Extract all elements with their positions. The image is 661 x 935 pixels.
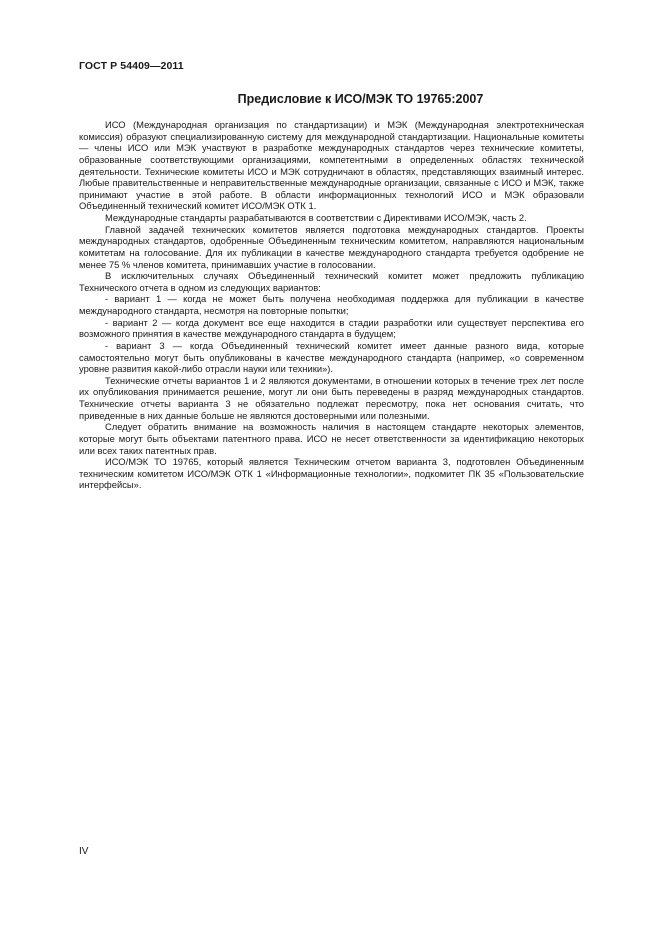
paragraph-patents: Следует обратить внимание на возможность наличия в настоящем стандарте некоторых элементов, которые могут быть объектами патентного права. ИСО не несет ответственности за идентификацию некоторых или всех таких патентных прав.: [79, 421, 584, 456]
list-item-variant-3: - вариант 3 — когда Объединенный технический комитет имеет данные разного вида, которые самостоятельно могут быть опубликованы в качестве международного стандарта (например, «о современном уровне развития какой-либо отрасли науки или техники»).: [79, 339, 584, 375]
paragraph-main-task: Главной задачей технических комитетов является подготовка международных стандартов. Проекты международных стандартов, одобренные Объединенным техническим комитетом, направляются национальным комитетам на голосование. Для их публикации в качестве международного стандарта требуется одобрение не менее 75 % членов комитета, принимавших участие в голосовании.: [79, 223, 584, 270]
page-number: IV: [79, 846, 89, 857]
standard-header: ГОСТ Р 54409—2011: [79, 60, 184, 72]
paragraph-directives: Международные стандарты разрабатываются в соответствии с Директивами ИСО/МЭК, часть 2.: [105, 212, 527, 223]
paragraph-exceptional-cases: В исключительных случаях Объединенный технический комитет может предложить публикацию Технического отчета в одном из следующих вариантов:: [79, 270, 584, 293]
paragraph-technical-reports: Технические отчеты вариантов 1 и 2 являются документами, в отношении которых в течение трех лет после их опубликования принимается решение, могут ли они быть переведены в разряд международных стандартов. Технические отчеты варианта 3 не обязательно подлежат пересмотру, пока нет основания считать, что приведенные в них данные больше не являются достоверными или полезными.: [79, 374, 584, 421]
paragraph-prepared-by: ИСО/МЭК ТО 19765, который является Техническим отчетом варианта 3, подготовлен Объединенным техническим комитетом ИСО/МЭК ОТК 1 «Информационные технологии», подкомитет ПК 35 «Пользовательские интерфейсы».: [79, 456, 584, 491]
paragraph-intro: ИСО (Международная организация по стандартизации) и МЭК (Международная электротехническая комиссия) образуют специализированную систему для международной стандартизации. Национальные комитеты — члены ИСО или МЭК участвуют в разработке международных стандартов через технические комитеты, образованные соответствующими организациями, компетентными в определенных областях технической деятельности. Технические комитеты ИСО и МЭК сотрудничают в областях, представляющих взаимный интерес. Любые правительственные и неправительственные международные организации, связанные с ИСО и МЭК, также принимают участие в этой работе. В области информационных технологий ИСО и МЭК образовали Объединенный технический комитет ИСО/МЭК ОТК 1.: [79, 119, 584, 212]
section-title: Предисловие к ИСО/МЭК ТО 19765:2007: [237, 92, 484, 106]
list-item-variant-1: - вариант 1 — когда не может быть получена необходимая поддержка для публикации в качестве международного стандарта, несмотря на повторные попытки;: [79, 293, 584, 316]
preface-body: [79, 119, 584, 491]
list-item-variant-2: - вариант 2 — когда документ все еще находится в стадии разработки или существует перспектива его возможного принятия в качестве международного стандарта в будущем;: [79, 316, 584, 340]
